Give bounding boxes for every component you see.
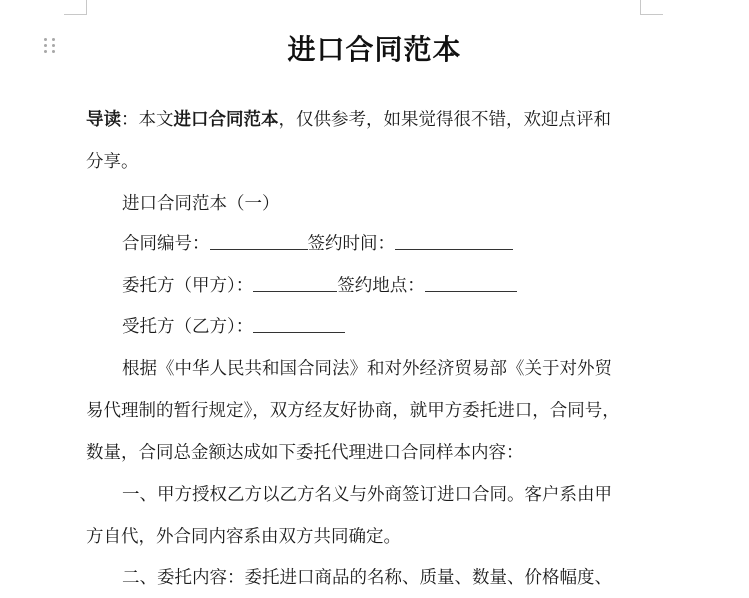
sign-time-blank[interactable] xyxy=(395,235,513,250)
body-paragraph-1-line-1: 根据《中华人民共和国合同法》和对外经济贸易部《关于对外贸 xyxy=(122,359,612,379)
page-corner-marker-right xyxy=(640,0,663,15)
intro-prefix: 本文 xyxy=(138,110,174,130)
body-paragraph-1-line-2: 易代理制的暂行规定》，双方经友好协商，就甲方委托进口，合同号， xyxy=(86,401,620,421)
body-paragraph-2-line-2: 方自代，外合同内容系由双方共同确定。 xyxy=(86,527,401,547)
intro-suffix: ，仅供参考，如果觉得很不错，欢迎点评和 xyxy=(278,110,611,130)
party-b-blank[interactable] xyxy=(253,318,345,333)
party-a-line xyxy=(122,276,682,296)
body-paragraph-1-line-3: 数量，合同总金额达成如下委托代理进口合同样本内容： xyxy=(86,443,524,463)
intro-paragraph-line2: 分享。 xyxy=(86,152,139,172)
body-paragraph-3-line-1: 二、委托内容：委托进口商品的名称、质量、数量、价格幅度、 xyxy=(122,568,612,588)
contract-no-blank[interactable] xyxy=(210,235,308,250)
party-a-label: 委托方（甲方）： xyxy=(122,276,254,296)
intro-label: 导读 xyxy=(86,110,121,130)
party-b-label: 受托方（乙方）： xyxy=(122,317,254,337)
sign-time-label: 签约时间： xyxy=(307,234,395,254)
intro-separator: ： xyxy=(121,110,139,130)
intro-highlight: 进口合同范本 xyxy=(173,110,279,130)
contract-no-label: 合同编号： xyxy=(122,234,210,254)
document-title: 进口合同范本 xyxy=(287,33,462,66)
sign-place-label: 签约地点： xyxy=(337,276,425,296)
contract-info-line xyxy=(122,234,682,254)
party-a-blank[interactable] xyxy=(253,277,337,292)
party-b-line xyxy=(122,317,682,337)
section-heading: 进口合同范本（一） xyxy=(122,194,280,214)
intro-paragraph xyxy=(86,110,646,130)
page-corner-marker-left xyxy=(64,0,87,15)
body-paragraph-2-line-1: 一、甲方授权乙方以乙方名义与外商签订进口合同。客户系由甲 xyxy=(122,485,612,505)
sign-place-blank[interactable] xyxy=(425,277,517,292)
